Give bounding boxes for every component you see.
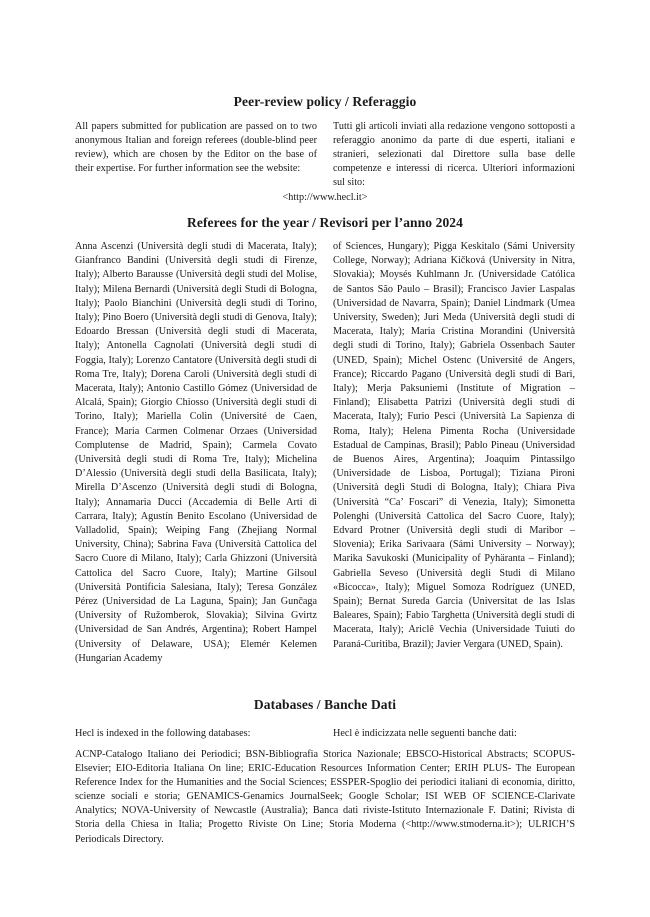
- databases-title: Databases / Banche Dati: [253, 697, 397, 712]
- peer-review-text-en: All papers submitted for publication are passed on to two anonymous Italian and foreign referees (double-blind peer review), which are chosen by the Editor on the base of their expertise. For further information see the website:: [75, 121, 317, 175]
- databases-list: ACNP-Catalogo Italiano dei Periodici; BSN-Bibliografia Storica Nazionale; EBSCO-Historical Abstracts; SCOPUS-Elsevier; EIO-Editoria Italiana On line; ERIC-Education Resources Information Center; ERIH PLUS- The European Reference Index for the Humanities and the Social Sciences; ESSPER-Spoglio dei periodici italiani di economia, diritto, scienze sociali e storia; GENAMICS-Genamics JournalSeek; Google Scholar; ISI WEB OF SCIENCE-Clarivate Analytics; NOVA-University of Newcastle (Australia); Banca dati riviste-Istituto Internazionale F. Datini; Rivista di Storia della Chiesa in Italia; Progetto Riviste On Line; Storia Moderna (<http://www.stmoderna.it>); ULRICH’S Periodicals Directory.: [75, 749, 575, 845]
- peer-review-text-it: Tutti gli articoli inviati alla redazione vengono sottoposti a referaggio anonimo da parte di due esperti, italiani e stranieri, selezionati dal Direttore sulla base delle competenze e interessi di ricerca. Ulteriori informazioni sul sito:: [333, 121, 575, 189]
- referees-title: Referees for the year / Revisori per l’anno 2024: [187, 215, 463, 230]
- databases-intro-it: Hecl è indicizzata nelle seguenti banche dati:: [333, 728, 517, 739]
- referees-list-left: Anna Ascenzi (Università degli studi di Macerata, Italy); Gianfranco Bandini (Università degli studi di Firenze, Italy); Alberto Barausse (Università degli studi del Molise, Italy); Milena Bernardi (Università degli Studi di Bologna, Italy); Paolo Bianchini (Università degli studi di Torino, Italy); Pino Boero (Università degli studi di Genova, Italy); Edoardo Bressan (Università degli studi di Macerata, Italy); Antonella Cagnolati (Università degli studi di Foggia, Italy); Lorenzo Cantatore (Università degli studi di Roma Tre, Italy); Dorena Caroli (Università degli studi di Macerata, Italy); Antonio Castillo Gómez (Universidad de Alcalá, Spain); Giorgio Chiosso (Università degli studi di Torino, Italy); Mariella Colin (Université de Caen, France); Maria Carmen Colmenar Orzaes (Universidad Complutense de Madrid, Spain); Carmela Covato (Università degli studi di Roma Tre, Italy); Michelina D’Alessio (Università degli studi della Basilicata, Italy); Mirella D’Ascenzo (Università degli studi di Bologna, Italy); Annamaria Ducci (Accademia di Belle Arti di Carrara, Italy); Agustín Benito Escolano (Universidad de Valladolid, Spain); Weiping Fang (Zhejiang Normal University, China); Sabrina Fava (Università Cattolica del Sacro Cuore di Milano, Italy); Carla Ghizzoni (Università Cattolica del Sacro Cuore, Italy); Martine Gilsoul (Università Pontificia Salesiana, Italy); Teresa González Pérez (Universidad de La Laguna, Spain); Jan Gunčaga (University of Ružomberok, Slovakia); Silvina Gvirtz (Universidad de San Andrés, Argentina); Robert Hampel (University of Delaware, USA); Elemér Kelemen (Hungarian Academy: [75, 241, 317, 664]
- databases-intro-en: Hecl is indexed in the following databases:: [75, 728, 251, 739]
- peer-review-columns: [75, 120, 575, 190]
- referees-list-right: of Sciences, Hungary); Pigga Keskitalo (Sámi University College, Norway); Adriana Kičková (University in Nitra, Slovakia); Moysés Kuhlmann Jr. (Universidade Católica de Santos São Paulo – Brasil); Francisco Javier Laspalas (Universidad de Navarra, Spain); Daniel Lindmark (Umea University, Sweden); Juri Meda (Università degli studi di Macerata, Italy); Maria Cristina Morandini (Università degli studi di Torino, Italy); Gabriela Ossenbach Sauter (UNED, Spain); Michel Ostenc (Université de Angers, France); Riccardo Pagano (Università degli studi di Bari, Italy); Merja Paksuniemi (Institute of Migration – Finland); Elisabetta Patrizi (Università degli studi di Macerata, Italy); Furio Pesci (Università La Sapienza di Roma, Italy); Helena Pimenta Rocha (Universidade Estadual de Campinas, Brasil); Pablo Pineau (Universidad de Buenos Aires, Argentina); Joaquim Pintassilgo (Universidade de Lisboa, Portugal); Tiziana Pironi (Università degli Studi di Bologna, Italy); Chiara Piva (Università “Ca’ Foscari” di Venezia, Italy); Simonetta Polenghi (Università Cattolica del Sacro Cuore, Italy); Edvard Protner (Università degli studi di Maribor – Slovenia); Erika Sarivaara (Sámi University – Norway); Marika Savukoski (Municipality of Pyhäranta – Finland); Gabriella Seveso (Università degli Studi di Milano «Bicocca», Italy); Miguel Somoza Rodríguez (UNED, Spain); Bernat Sureda Garcia (Universitat de las Islas Baleares, Spain); Fabio Targhetta (Università degli studi di Macerata, Italy); Ariclê Vechia (Universidade Tuiuti do Paraná-Curitiba, Brazil); Javier Vergara (UNED, Spain).: [333, 241, 575, 650]
- databases-intro-columns: [75, 727, 575, 741]
- website-link[interactable]: <http://www.hecl.it>: [282, 192, 368, 203]
- peer-review-title: Peer-review policy / Referaggio: [233, 94, 417, 109]
- referees-columns: [75, 240, 575, 666]
